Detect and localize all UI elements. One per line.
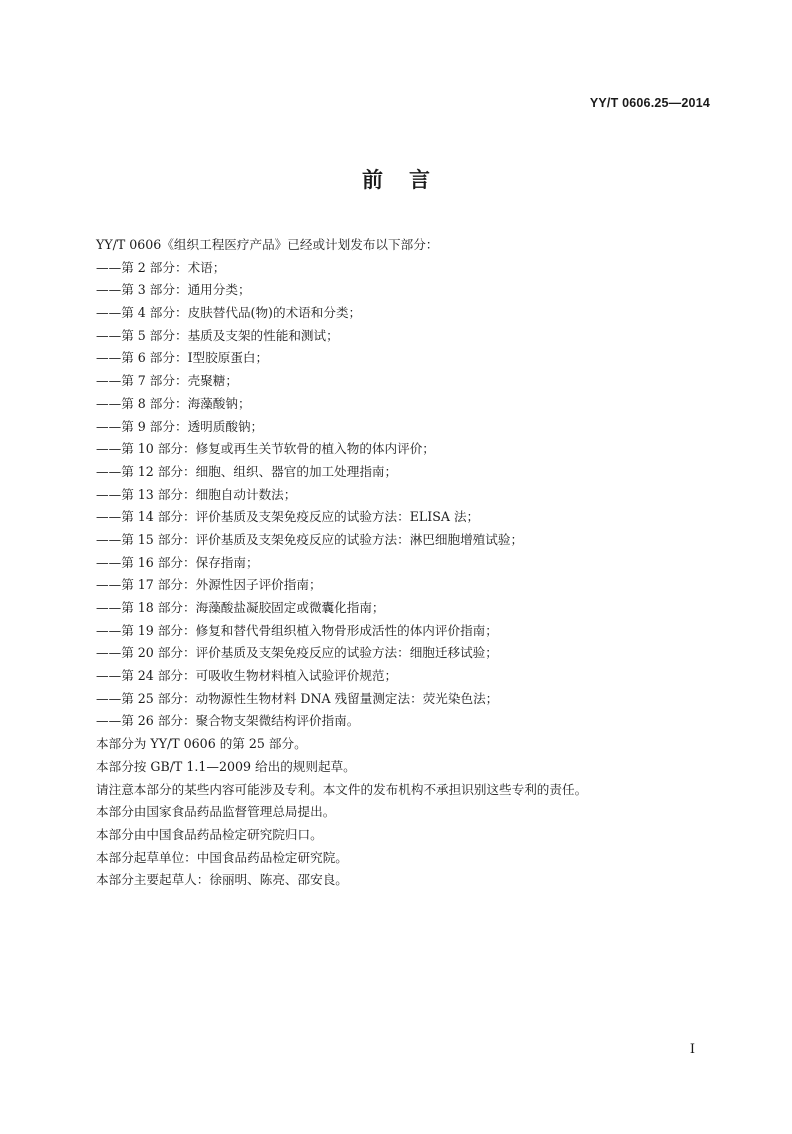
statement-line: 本部分起草单位：中国食品药品检定研究院。 (96, 849, 348, 865)
part-item: ——第 4 部分：皮肤替代品(物)的术语和分类； (96, 305, 362, 321)
parts-list (96, 257, 736, 733)
part-item: ——第 12 部分：细胞、组织、器官的加工处理指南； (96, 463, 398, 479)
part-item: ——第 7 部分：壳聚糖； (96, 373, 238, 389)
part-item: ——第 17 部分：外源性因子评价指南； (96, 577, 322, 593)
part-item: ——第 10 部分：修复或再生关节软骨的植入物的体内评价； (96, 441, 435, 457)
intro-line: YY/T 0606《组织工程医疗产品》已经或计划发布以下部分： (96, 237, 439, 252)
statement-line: 本部分由国家食品药品监督管理总局提出。 (96, 804, 336, 820)
statements (96, 733, 736, 892)
part-item: ——第 2 部分：术语； (96, 259, 226, 275)
part-item: ——第 20 部分：评价基质及支架免疫反应的试验方法：细胞迁移试验； (96, 645, 498, 661)
part-item: ——第 26 部分：聚合物支架微结构评价指南。 (96, 713, 360, 729)
page-number: I (689, 1042, 695, 1057)
part-item: ——第 18 部分：海藻酸盐凝胶固定或微囊化指南； (96, 600, 385, 615)
part-item: ——第 8 部分：海藻酸钠； (96, 395, 251, 411)
statement-line: 本部分由中国食品药品检定研究院归口。 (96, 826, 323, 842)
part-item: ——第 6 部分：Ⅰ型胶原蛋白； (96, 350, 269, 366)
part-item: ——第 14 部分：评价基质及支架免疫反应的试验方法：ELISA 法； (96, 509, 480, 525)
part-item: ——第 25 部分：动物源性生物材料 DNA 残留量测定法：荧光染色法； (96, 690, 499, 706)
part-item: ——第 9 部分：透明质酸钠； (96, 418, 264, 434)
page-title: 前言 (362, 168, 456, 192)
part-item: ——第 3 部分：通用分类； (96, 282, 251, 298)
statement-line: 本部分为 YY/T 0606 的第 25 部分。 (96, 736, 307, 752)
statement-line: 请注意本部分的某些内容可能涉及专利。本文件的发布机构不承担识别这些专利的责任。 (96, 781, 588, 797)
part-item: ——第 16 部分：保存指南； (96, 554, 259, 570)
statement-line: 本部分主要起草人：徐丽明、陈亮、邵安良。 (96, 872, 348, 888)
part-item: ——第 24 部分：可吸收生物材料植入试验评价规范； (96, 668, 398, 684)
part-item: ——第 19 部分：修复和替代骨组织植入物骨形成活性的体内评价指南； (96, 622, 498, 638)
foreword-body (96, 234, 736, 892)
standard-number: YY/T 0606.25—2014 (589, 96, 710, 110)
statement-line: 本部分按 GB/T 1.1—2009 给出的规则起草。 (96, 758, 356, 774)
part-item: ——第 15 部分：评价基质及支架免疫反应的试验方法：淋巴细胞增殖试验； (96, 531, 524, 547)
part-item: ——第 5 部分：基质及支架的性能和测试； (96, 327, 339, 343)
part-item: ——第 13 部分：细胞自动计数法； (96, 486, 297, 502)
